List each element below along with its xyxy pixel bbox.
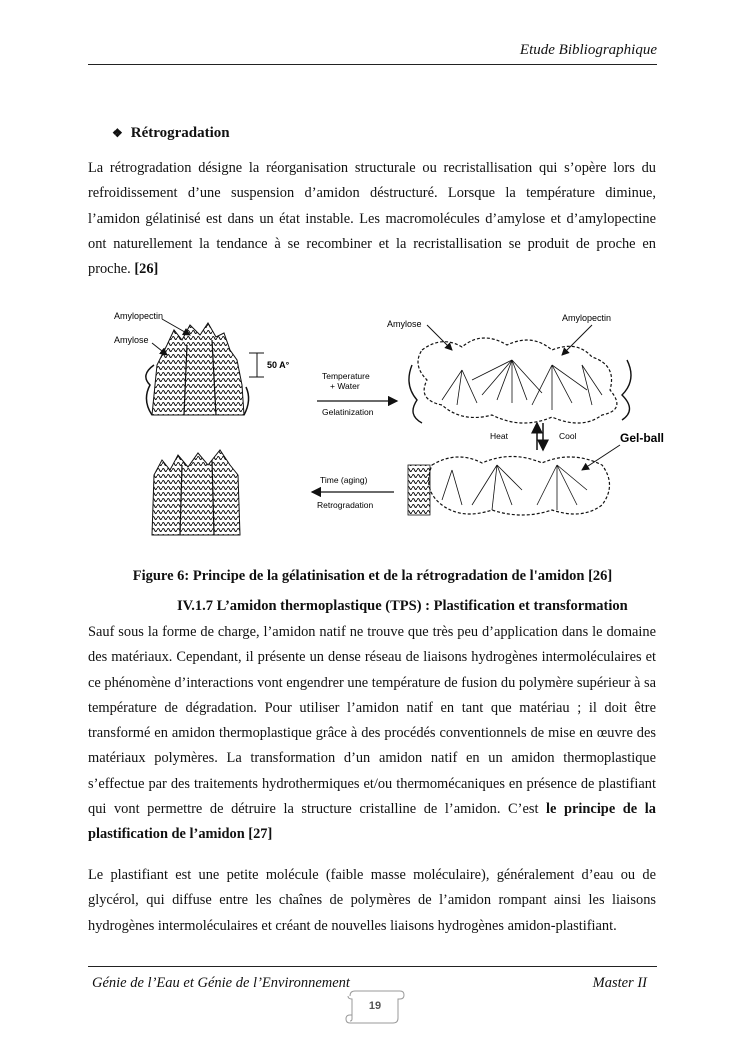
figure-arrow [427,325,452,350]
header-title: Etude Bibliographique [519,42,657,58]
figure-label-amylopectin-right: Amylopectin [562,313,612,323]
paragraph-text: La rétrogradation désigne la réorganisation structurale ou recristallisation qui s’opère lors du refroidissement d’une suspension d’amidon déstructuré. Lorsque la température diminue, l’amidon gélatinisé est dans un état instable. Les macromolécules d’amylose et d’amylopectine ont naturellement la tendance à se recombiner et la recristallisation se produit de proche en proche. [88,160,656,278]
scale-bar [249,353,264,377]
figure-label-water: + Water [330,381,360,391]
gelatinized-starch-drawing [409,338,631,423]
figure-label-temperature: Temperature [322,371,370,381]
figure-label-cool: Cool [559,431,577,441]
figure-label-gel-ball: Gel-ball [620,431,665,445]
footer-rule [88,966,657,967]
header-rule [88,64,657,65]
figure-label-gelatinization: Gelatinization [322,407,374,417]
section-heading [112,125,230,142]
figure-label-scale: 50 A° [267,360,290,370]
figure-label-retrogradation: Retrogradation [317,500,374,510]
footer-right-text: Master II [592,975,647,991]
gel-network-drawing [408,457,610,516]
figure-arrow [582,445,620,470]
retrograded-starch-drawing [152,450,240,535]
citation-ref: [26] [134,261,159,278]
diamond-bullet-icon: ❖ [112,126,123,140]
figure-caption: Figure 6: Principe de la gélatinisation et de la rétrogradation de l'amidon [26] [132,568,613,584]
figure-arrow [562,325,592,355]
paragraph-plastifiant: Le plastifiant est une petite molécule (faible masse moléculaire), généralement d’eau ou de glycérol, qui diffuse entre les chaînes de polymères de l’amidon rompant ainsi les liaisons hydrogènes intermoléculaires et créant de nouvelles liaisons hydrogènes amidon-plastifiant. [88,867,656,934]
figure-label-amylose-left: Amylose [114,335,149,345]
figure-label-heat: Heat [490,431,508,441]
paragraph-text: Sauf sous la forme de charge, l’amidon natif ne trouve que très peu d’application dans le domaine des matériaux. Cependant, il présente un dense réseau de liaisons hydrogènes intermoléculaires et ce phénomène d’interactions vont engendrer une température de fusion du polymère supérieur à sa température de dégradation. Pour utiliser l’amidon natif en tant que matériau ; il doit être transformé en amidon thermoplastique grâce à des procédés conventionnels de mise en œuvre des matériaux polymères. La transformation d’un amidon natif en un amidon thermoplastique s’effectue par des traitements hydrothermiques et/ou thermomécaniques en présence de plastifiant qui vont permettre de détruire la structure cristalline de l’amidon. C’est [88,624,656,818]
figure-label-time-aging: Time (aging) [320,475,368,485]
paragraph-retrogradation [88,156,656,282]
section-heading-text: Rétrogradation [130,125,230,141]
gelatinization-retrogradation-figure [112,305,687,545]
figure-label-amylopectin-left: Amylopectin [114,311,164,321]
native-granule-drawing [146,323,249,415]
subsection-title: IV.1.7 L’amidon thermoplastique (TPS) : Plastification et transformation [177,598,628,614]
footer-left-text: Génie de l’Eau et Génie de l’Environnement [92,975,350,991]
paragraph-tps [88,620,656,848]
paragraph-bold-phrase: le principe de la plastification de l’amidon [27] [88,801,656,843]
figure-label-amylose-right: Amylose [387,319,422,329]
page-number: 19 [368,1000,382,1012]
